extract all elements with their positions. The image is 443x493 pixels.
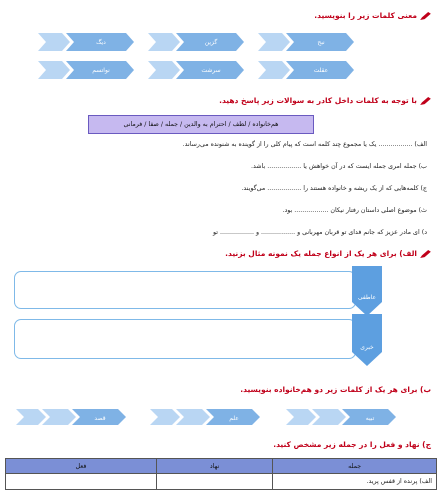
question-line: ج) کلمه‌هایی که از یک ریشه و خانواده هستند را ................. می‌گویند. bbox=[241, 185, 427, 192]
chevron-group bbox=[258, 61, 354, 79]
q4-title: ب) برای هر یک از کلمات زیر دو هم‌خانواده بنویسید. bbox=[240, 385, 431, 394]
word-label: عقلت bbox=[313, 66, 329, 74]
word-box: هم‌خانواده / لطف / احترام به والدین / جمله / صفا / فرمانی bbox=[88, 115, 314, 134]
header-cell: جمله bbox=[273, 459, 437, 474]
q1-title: معنی کلمات زیر را بنویسید. bbox=[314, 11, 431, 20]
chevron-group bbox=[38, 33, 134, 51]
tag-label: عاطفی bbox=[357, 294, 377, 301]
q5-title: ج) نهاد و فعل را در جمله زیر مشخص کنید. bbox=[273, 440, 431, 449]
word-label: نبح bbox=[317, 38, 325, 46]
header-cell: نهاد bbox=[156, 459, 272, 474]
sentence-cell: الف) پرنده از قفس پرید. bbox=[273, 474, 437, 490]
word-label: قصد bbox=[94, 414, 106, 422]
q2-title: با توجه به کلمات داخل کادر به سوالات زیر پاسخ دهید. bbox=[219, 96, 431, 105]
table-row bbox=[6, 474, 437, 490]
pencil-icon bbox=[420, 97, 431, 105]
answer-box[interactable] bbox=[14, 271, 356, 309]
word-label: سرشت bbox=[201, 66, 221, 74]
question-line: ب) جمله امری جمله ایست که در آن خواهش یا ................. باشد. bbox=[250, 163, 427, 170]
answer-box[interactable] bbox=[14, 319, 356, 359]
question-line: ث) موضوع اصلی داستان رفتار نیکان ................. بود. bbox=[282, 207, 427, 214]
chevron-group bbox=[148, 61, 244, 79]
chevron-group bbox=[286, 409, 396, 427]
grammar-table bbox=[5, 458, 437, 490]
pencil-icon bbox=[420, 250, 431, 258]
tag-label: خبری bbox=[360, 344, 374, 351]
question-line: الف) ................. یک یا مجموع چند کلمه است که پیام کلی را از گوینده به شنونده می‌رساند. bbox=[182, 141, 427, 148]
answer-cell[interactable] bbox=[6, 474, 157, 490]
chevron-group bbox=[150, 409, 260, 427]
answer-cell[interactable] bbox=[156, 474, 272, 490]
chevron-group bbox=[16, 409, 126, 427]
q3-title: الف) برای هر یک از انواع جمله یک نمونه مثال بزنید. bbox=[225, 249, 431, 258]
word-label: گزین bbox=[204, 38, 218, 46]
pencil-icon bbox=[420, 12, 431, 20]
word-label: نواتسم bbox=[92, 66, 110, 74]
chevron-group bbox=[148, 33, 244, 51]
sentence-type-tag bbox=[352, 266, 382, 316]
question-line: د) ای مادر عزیز که جانم فدای تو قربان مهربانی و ................. و ................. تو bbox=[212, 229, 427, 236]
chevron-group bbox=[258, 33, 354, 51]
chevron-group bbox=[38, 61, 134, 79]
word-label: دیگ bbox=[96, 38, 106, 46]
header-cell: فعل bbox=[6, 459, 157, 474]
word-label: علم bbox=[229, 414, 239, 422]
table-header-row bbox=[6, 459, 437, 474]
sentence-type-tag bbox=[352, 314, 382, 366]
word-label: تبیه bbox=[365, 414, 375, 422]
